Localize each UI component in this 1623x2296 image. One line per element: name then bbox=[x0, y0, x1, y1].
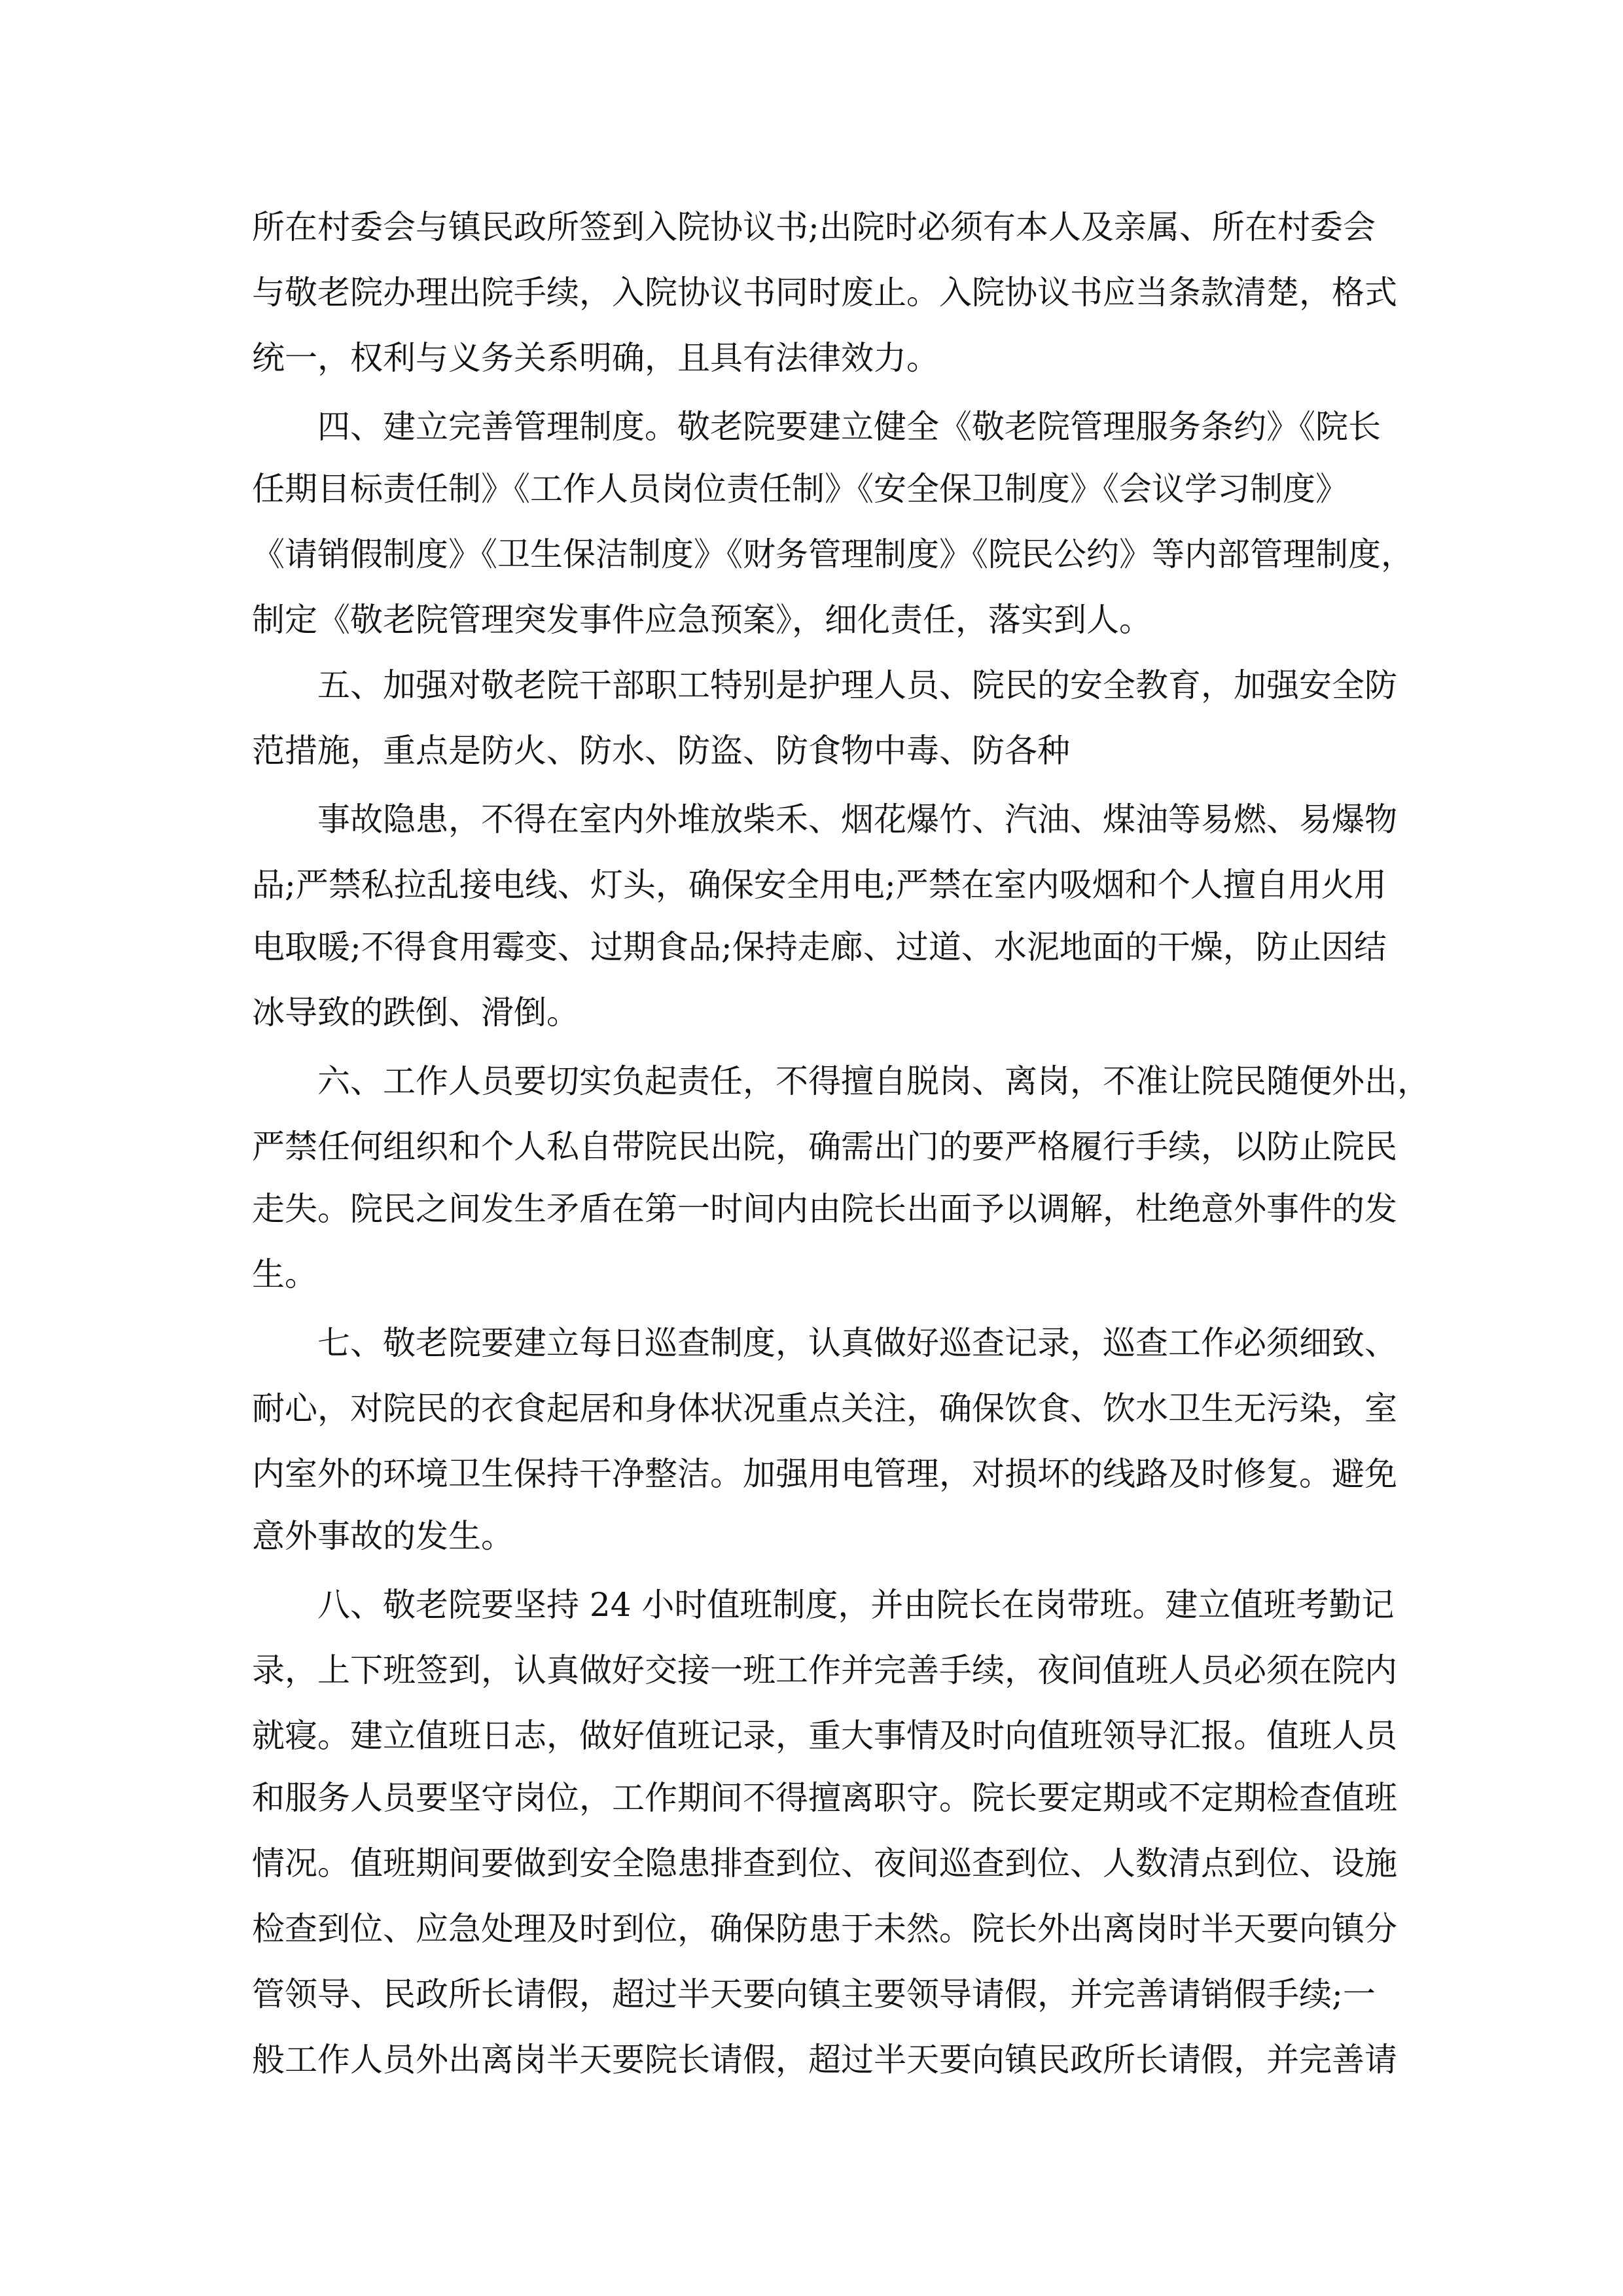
text-line: 八、敬老院要坚持 24 小时值班制度，并由院长在岗带班。建立值班考勤记 bbox=[317, 1586, 1395, 1624]
text-line: 管领导、民政所长请假，超过半天要向镇主要领导请假，并完善请销假手续;一 bbox=[252, 1975, 1376, 2013]
text-line: 与敬老院办理出院手续，入院协议书同时废止。入院协议书应当条款清楚，格式 bbox=[252, 274, 1397, 312]
text-line: 七、敬老院要建立每日巡查制度，认真做好巡查记录，巡查工作必须细致、 bbox=[317, 1324, 1397, 1362]
text-line: 耐心，对院民的衣食起居和身体状况重点关注，确保饮食、饮水卫生无污染，室 bbox=[252, 1390, 1397, 1427]
text-line: 和服务人员要坚守岗位，工作期间不得擅离职守。院长要定期或不定期检查值班 bbox=[252, 1779, 1397, 1817]
text-line: 品;严禁私拉乱接电线、灯头，确保安全用电;严禁在室内吸烟和个人擅自用火用 bbox=[252, 866, 1387, 904]
text-line: 《请销假制度》《卫生保洁制度》《财务管理制度》《院民公约》等内部管理制度， bbox=[252, 535, 1414, 573]
text-line: 统一，权利与义务关系明确，且具有法律效力。 bbox=[252, 339, 939, 377]
text-line: 意外事故的发生。 bbox=[252, 1517, 514, 1555]
text-line: 制定《敬老院管理突发事件应急预案》，细化责任，落实到人。 bbox=[252, 601, 1152, 639]
text-line: 四、建立完善管理制度。敬老院要建立健全《敬老院管理服务条约》《院长 bbox=[317, 408, 1381, 446]
text-line: 冰导致的跌倒、滑倒。 bbox=[252, 994, 579, 1031]
text-line: 六、工作人员要切实负起责任，不得擅自脱岗、离岗，不准让院民随便外出， bbox=[317, 1062, 1430, 1100]
text-line: 生。 bbox=[252, 1255, 317, 1293]
text-line: 情况。值班期间要做到安全隐患排查到位、夜间巡查到位、人数清点到位、设施 bbox=[252, 1844, 1397, 1882]
text-line: 任期目标责任制》《工作人员岗位责任制》《安全保卫制度》《会议学习制度》 bbox=[252, 470, 1348, 508]
text-line: 严禁任何组织和个人私自带院民出院，确需出门的要严格履行手续，以防止院民 bbox=[252, 1128, 1397, 1166]
text-line: 所在村委会与镇民政所签到入院协议书;出院时必须有本人及亲属、所在村委会 bbox=[252, 208, 1376, 246]
text-line: 事故隐患，不得在室内外堆放柴禾、烟花爆竹、汽油、煤油等易燃、易爆物 bbox=[317, 800, 1397, 838]
text-line: 般工作人员外出离岗半天要院长请假，超过半天要向镇民政所长请假，并完善请 bbox=[252, 2041, 1397, 2079]
text-line: 内室外的环境卫生保持干净整洁。加强用电管理，对损坏的线路及时修复。避免 bbox=[252, 1455, 1397, 1493]
text-line: 范措施，重点是防火、防水、防盗、防食物中毒、防各种 bbox=[252, 732, 1070, 770]
text-line: 电取暖;不得食用霉变、过期食品;保持走廊、过道、水泥地面的干燥，防止因结 bbox=[252, 928, 1387, 966]
text-line: 检查到位、应急处理及时到位，确保防患于未然。院长外出离岗时半天要向镇分 bbox=[252, 1910, 1397, 1948]
text-line: 录，上下班签到，认真做好交接一班工作并完善手续，夜间值班人员必须在院内 bbox=[252, 1651, 1397, 1689]
text-line: 五、加强对敬老院干部职工特别是护理人员、院民的安全教育，加强安全防 bbox=[317, 666, 1397, 704]
text-line: 就寝。建立值班日志，做好值班记录，重大事情及时向值班领导汇报。值班人员 bbox=[252, 1717, 1397, 1755]
text-line: 走失。院民之间发生矛盾在第一时间内由院长出面予以调解，杜绝意外事件的发 bbox=[252, 1190, 1397, 1228]
